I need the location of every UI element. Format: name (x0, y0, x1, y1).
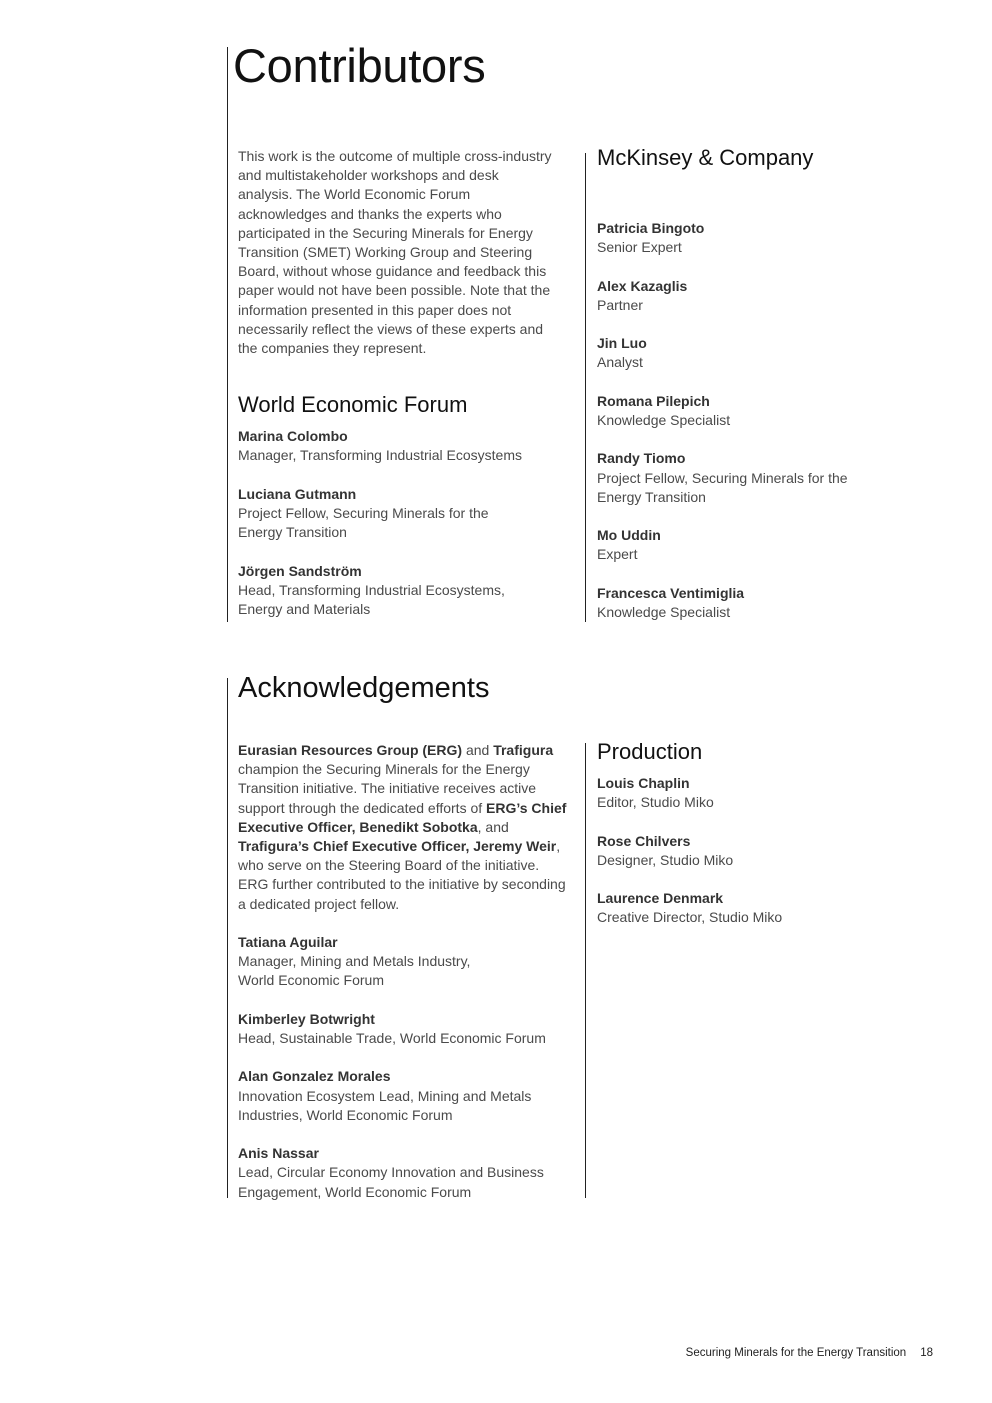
wef-heading: World Economic Forum (238, 392, 468, 418)
person-entry (238, 1010, 568, 1048)
page-title: Contributors (233, 39, 486, 92)
person-entry (597, 219, 872, 257)
person-role: Project Fellow, Securing Minerals for the Energy Transition (238, 505, 489, 541)
contributors-intro-column (238, 147, 556, 638)
person-entry (597, 392, 872, 430)
person-role: Project Fellow, Securing Minerals for the Energy Transition (597, 469, 848, 505)
person-entry (238, 427, 556, 465)
person-name: Luciana Gutmann (238, 485, 357, 502)
person-name: Mo Uddin (597, 527, 661, 544)
person-entry (238, 933, 568, 991)
production-people (597, 774, 872, 928)
wef-people (238, 427, 556, 619)
person-entry (597, 584, 872, 622)
person-entry (238, 485, 508, 543)
text-segment: , who serve on the Steering Board of the initiative. ERG further contributed to the initiative by seconding a dedicated project fellow. (238, 838, 566, 912)
person-entry (238, 1144, 560, 1202)
person-role: Knowledge Specialist (597, 603, 731, 620)
mckinsey-people (597, 219, 872, 622)
person-entry (597, 526, 872, 564)
text-segment: champion the Securing Minerals for the Energy Transition initiative. The initiative receives active support through the dedicated efforts of (238, 761, 537, 816)
person-entry (597, 889, 872, 927)
production-heading: Production (597, 739, 703, 764)
divider (585, 153, 586, 622)
person-name: Tatiana Aguilar (238, 934, 338, 951)
acknowledgements-column (238, 741, 568, 1221)
person-entry (597, 334, 872, 372)
person-role: Expert (597, 546, 638, 563)
person-entry (597, 832, 872, 870)
text-segment: , and (477, 818, 509, 835)
acknowledgements-title: Acknowledgements (238, 672, 490, 704)
person-name: Anis Nassar (238, 1145, 319, 1162)
text-segment: and (462, 742, 494, 758)
person-role: Senior Expert (597, 239, 682, 256)
intro-paragraph: This work is the outcome of multiple cross-industry and multistakeholder workshops and desk analysis. The World Economic Forum acknowledges and thanks the experts who participated in the Securing Minerals for Energy Transition (SMET) Working Group and Steering Board, without whose guidance and feedback this paper would not have been possible. Note that the information presented in this paper does not necessarily reflect the views of these experts and the companies they represent. (238, 148, 552, 357)
mckinsey-heading: McKinsey & Company (597, 145, 814, 170)
divider (585, 743, 586, 1198)
person-role: Partner (597, 296, 643, 313)
person-name: Alan Gonzalez Morales (238, 1068, 391, 1085)
person-name: Randy Tiomo (597, 450, 686, 467)
person-entry (238, 562, 528, 620)
person-name: Rose Chilvers (597, 832, 691, 849)
person-name: Jörgen Sandström (238, 562, 362, 579)
person-entry (597, 774, 872, 812)
bold-text: ERG’s Chief Executive Officer, Benedikt Sobotka (238, 799, 567, 835)
page-footer (0, 1347, 933, 1359)
person-entry (597, 277, 872, 315)
person-role: Designer, Studio Miko (597, 851, 734, 868)
person-role: World Economic Forum (238, 972, 385, 989)
person-name: Louis Chaplin (597, 775, 690, 791)
person-role: Head, Transforming Industrial Ecosystems, Energy and Materials (238, 581, 505, 618)
person-name: Francesca Ventimiglia (597, 584, 745, 601)
person-name: Jin Luo (597, 335, 647, 352)
person-name: Romana Pilepich (597, 392, 710, 409)
person-role: Analyst (597, 354, 643, 371)
bold-text: Eurasian Resources Group (ERG) (238, 742, 463, 758)
person-name: Kimberley Botwright (238, 1010, 375, 1027)
production-column (597, 738, 872, 947)
mckinsey-column (597, 144, 872, 641)
person-entry (597, 449, 872, 507)
person-role: Lead, Circular Economy Innovation and Business Engagement, World Economic Forum (238, 1164, 544, 1200)
person-role: Editor, Studio Miko (597, 794, 714, 811)
person-role: Manager, Transforming Industrial Ecosystems (238, 447, 523, 464)
person-role: Manager, Mining and Metals Industry, (238, 953, 471, 970)
divider (227, 47, 228, 622)
person-role: Knowledge Specialist (597, 411, 731, 428)
footer-title: Securing Minerals for the Energy Transition (685, 1347, 907, 1359)
bold-text: Trafigura’s Chief Executive Officer, Jeremy Weir (238, 838, 557, 855)
divider (227, 678, 228, 1198)
person-role: Creative Director, Studio Miko (597, 909, 783, 926)
person-name: Alex Kazaglis (597, 277, 688, 294)
person-name: Laurence Denmark (597, 890, 724, 907)
acknowledgements-paragraph (238, 741, 568, 914)
person-role: Innovation Ecosystem Lead, Mining and Metals Industries, World Economic Forum (238, 1087, 532, 1123)
person-role: Head, Sustainable Trade, World Economic Forum (238, 1030, 546, 1047)
person-entry (238, 1067, 548, 1125)
page-number: 18 (920, 1347, 933, 1359)
person-name: Patricia Bingoto (597, 220, 705, 236)
bold-text: Trafigura (493, 742, 554, 758)
person-name: Marina Colombo (238, 428, 348, 445)
acknowledgements-people (238, 933, 568, 1202)
